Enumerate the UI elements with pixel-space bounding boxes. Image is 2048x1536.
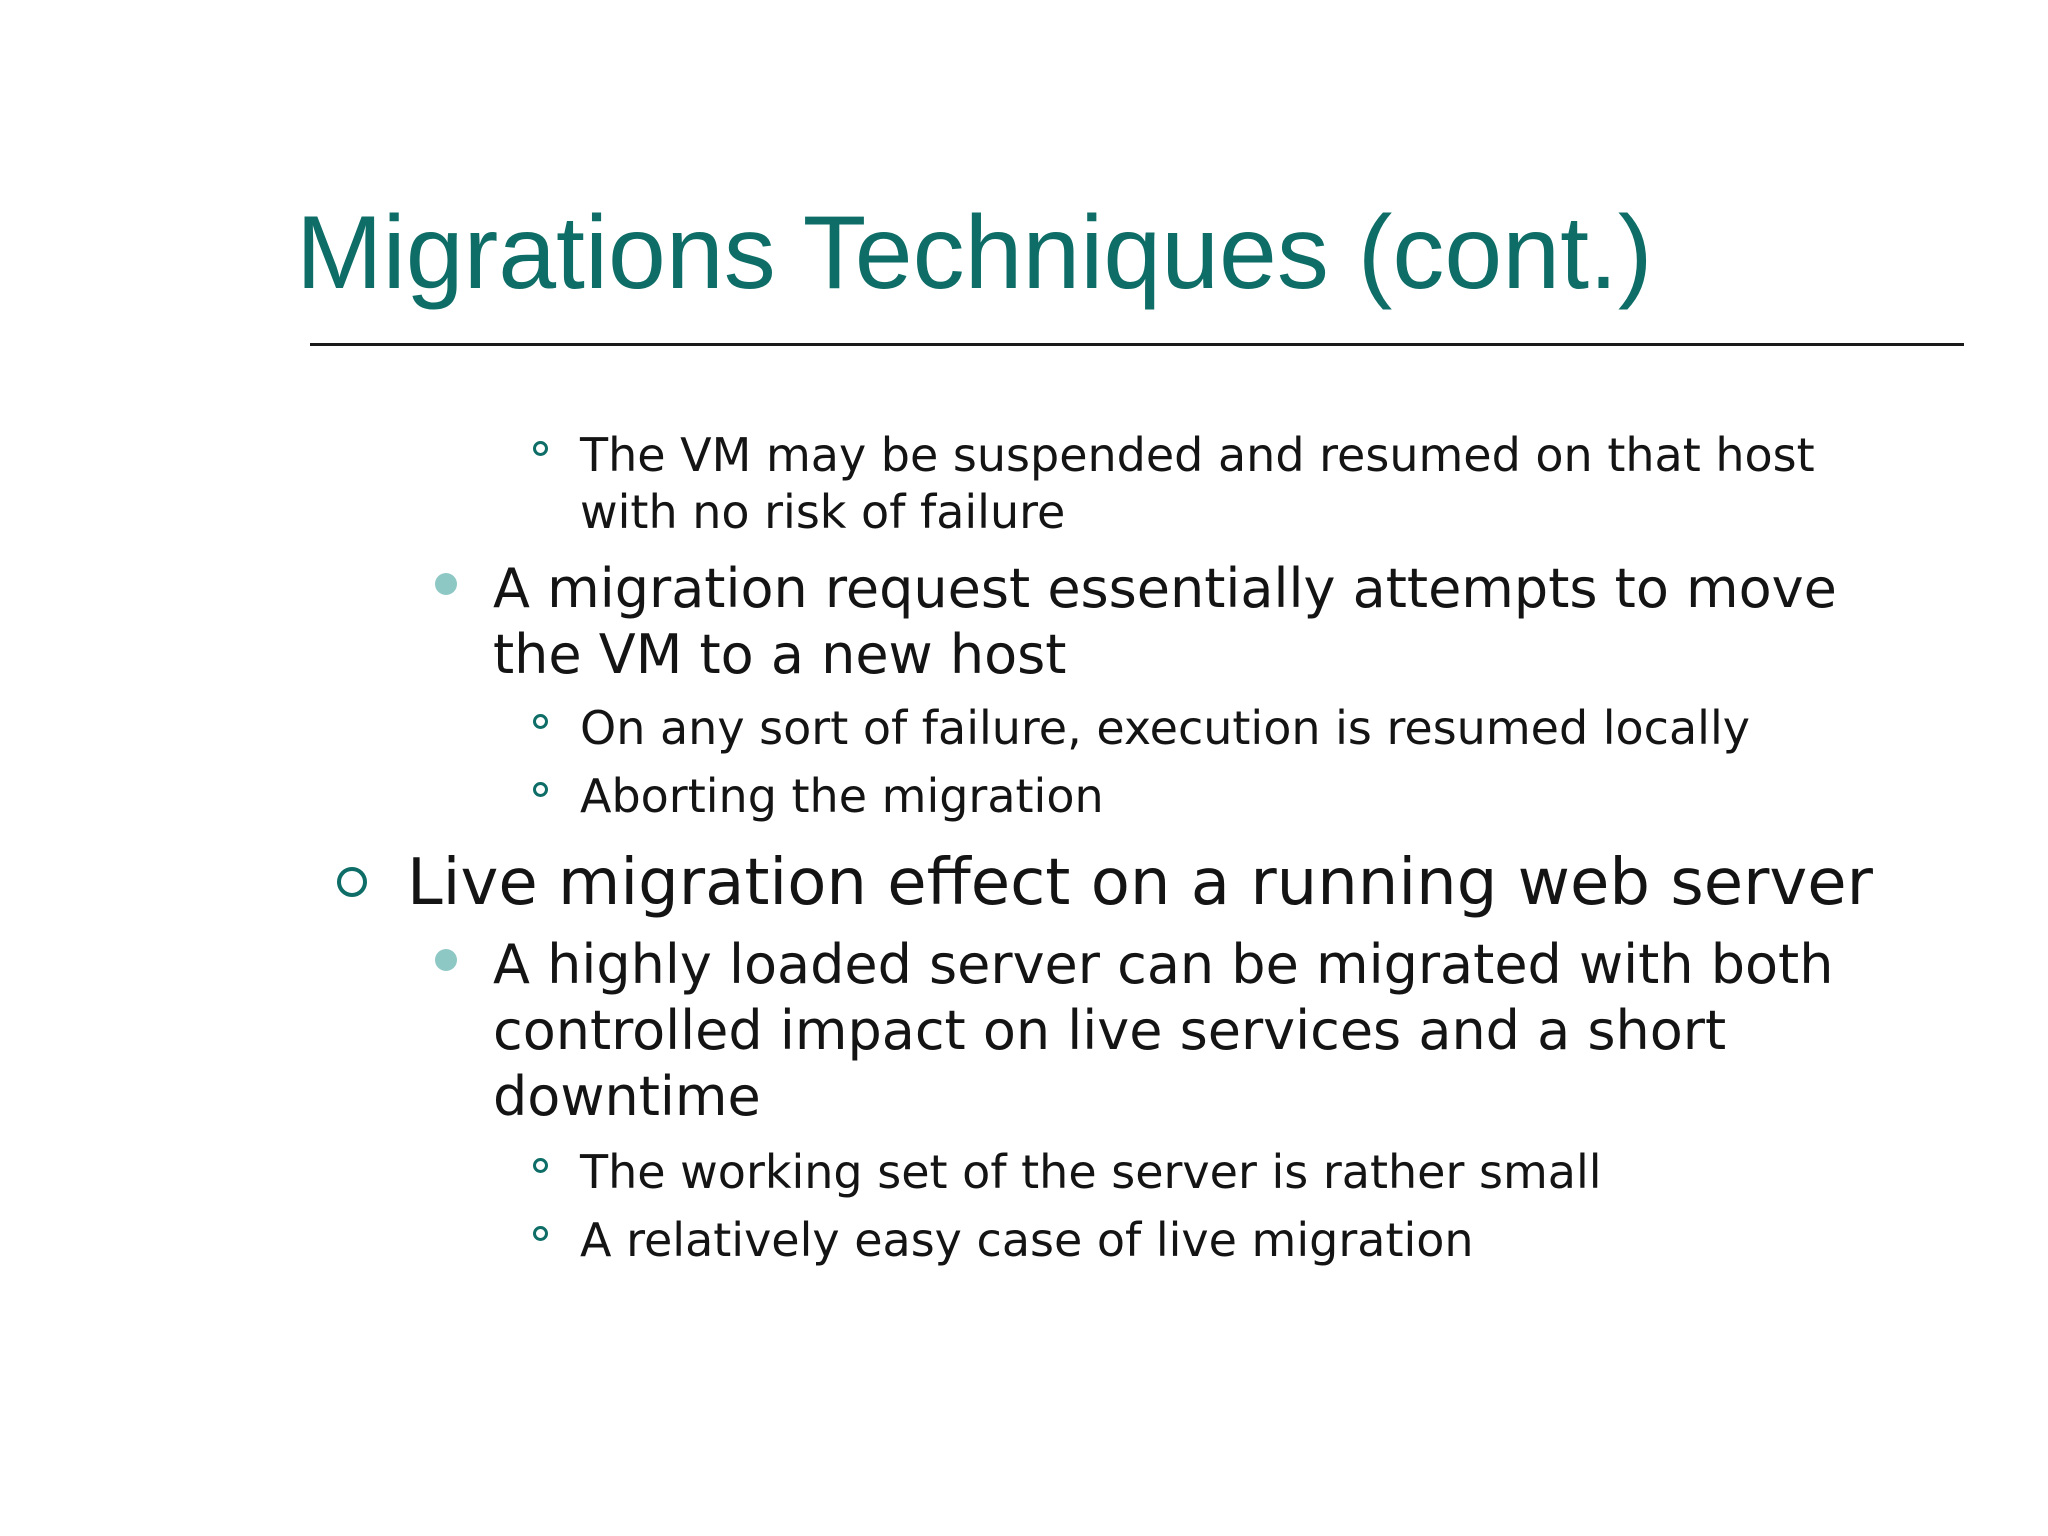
bullet-item [580,427,1920,541]
bullet-item [580,1212,1920,1269]
bullet-text: The working set of the server is rather small [580,1145,1602,1199]
small-hollow-circle-bullet-icon [533,782,548,797]
small-hollow-circle-bullet-icon [533,1158,548,1173]
bullet-item [580,768,1920,825]
bullet-text: A migration request essentially attempts to move the VM to a new host [493,557,1837,686]
slide-title: Migrations Techniques (cont.) [296,195,1653,311]
title-underline [310,343,1964,346]
small-hollow-circle-bullet-icon [533,1226,548,1241]
bullet-item [407,845,1967,921]
bullet-text: A highly loaded server can be migrated with both controlled impact on live services and a short downtime [493,933,1834,1128]
bullet-item [580,1144,1920,1201]
bullet-item [493,932,1893,1130]
hollow-circle-bullet-icon [337,867,367,897]
small-hollow-circle-bullet-icon [533,441,548,456]
bullet-text: A relatively easy case of live migration [580,1213,1474,1267]
filled-dot-bullet-icon [435,573,457,595]
bullet-text: The VM may be suspended and resumed on that host with no risk of failure [580,428,1815,539]
bullet-item [493,556,1893,688]
small-hollow-circle-bullet-icon [533,714,548,729]
bullet-text: On any sort of failure, execution is resumed locally [580,701,1750,755]
bullet-item [580,700,1920,757]
filled-dot-bullet-icon [435,949,457,971]
bullet-text: Aborting the migration [580,769,1104,823]
bullet-text: Live migration effect on a running web server [407,846,1873,920]
